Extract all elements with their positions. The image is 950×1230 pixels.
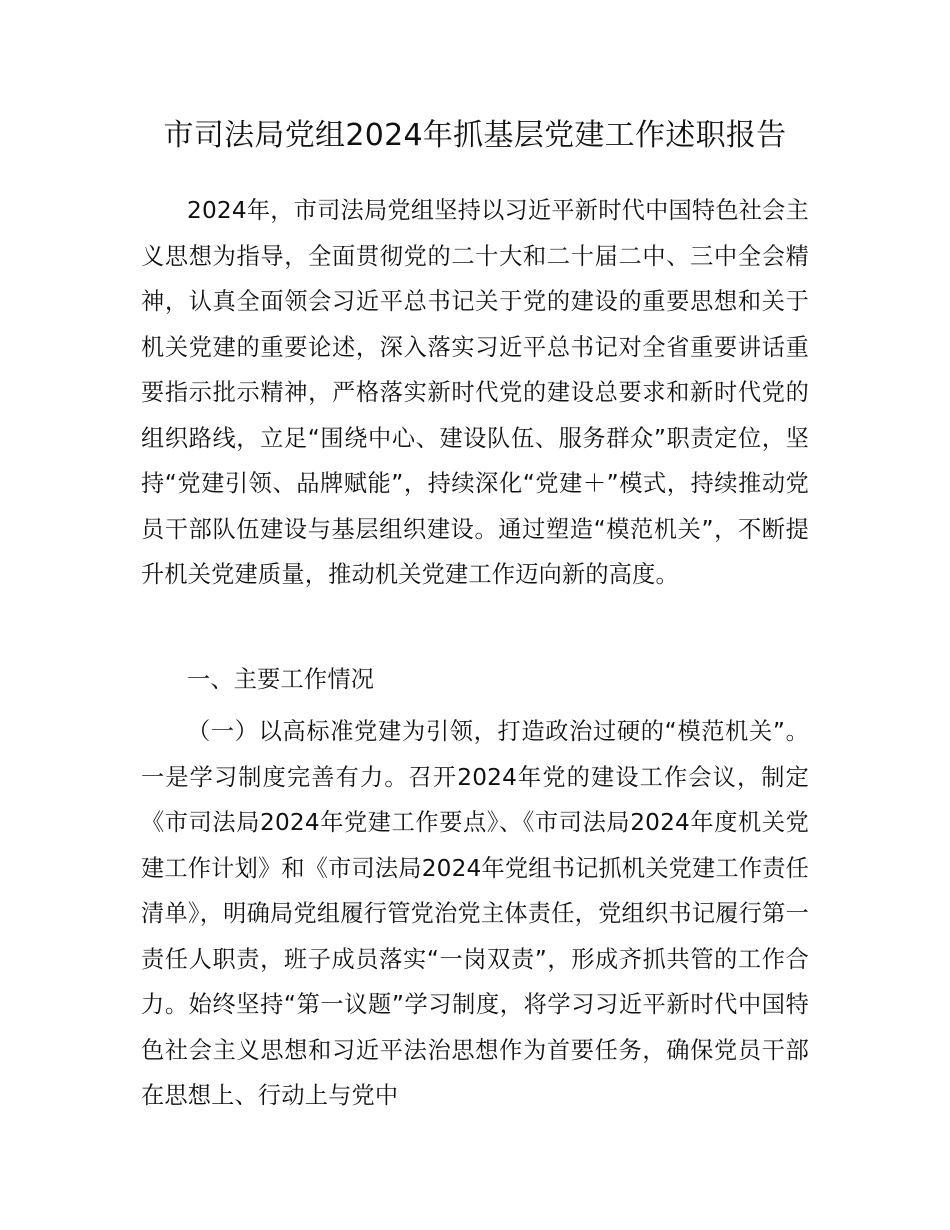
section-heading: 一、主要工作情况 [187,666,375,693]
document-title: 市司法局党组2024年抓基层党建工作述职报告 [163,118,787,153]
subsection-paragraph: （一）以高标准党建为引领，打造政治过硬的“模范机关”。一是学习制度完善有力。召开2024年党的建设工作会议，制定《市司法局2024年党建工作要点》、《市司法局2024年度机关党建工作计划》和《市司法局2024年党组书记抓机关党建工作责任清单》，明确局党组履行管党治党主体责任，党组织书记履行第一责任人职责，班子成员落实“一岗双责”，形成齐抓共管的工作合力。始终坚持“第一议题”学习制度，将学习习近平新时代中国特色社会主义思想和习近平法治思想作为首要任务，确保党员干部在思想上、行动上与党中 [141,718,809,1109]
intro-paragraph: 2024年，市司法局党组坚持以习近平新时代中国特色社会主义思想为指导，全面贯彻党的二十大和二十届二中、三中全会精神，认真全面领会习近平总书记关于党的建设的重要思想和关于机关党建的重要论述，深入落实习近平总书记对全省重要讲话重要指示批示精神，严格落实新时代党的建设总要求和新时代党的组织路线，立足“围绕中心、建设队伍、服务群众”职责定位，坚持“党建引领、品牌赋能”，持续深化“党建＋”模式，持续推动党员干部队伍建设与基层组织建设。通过塑造“模范机关”，不断提升机关党建质量，推动机关党建工作迈向新的高度。 [141,197,809,588]
